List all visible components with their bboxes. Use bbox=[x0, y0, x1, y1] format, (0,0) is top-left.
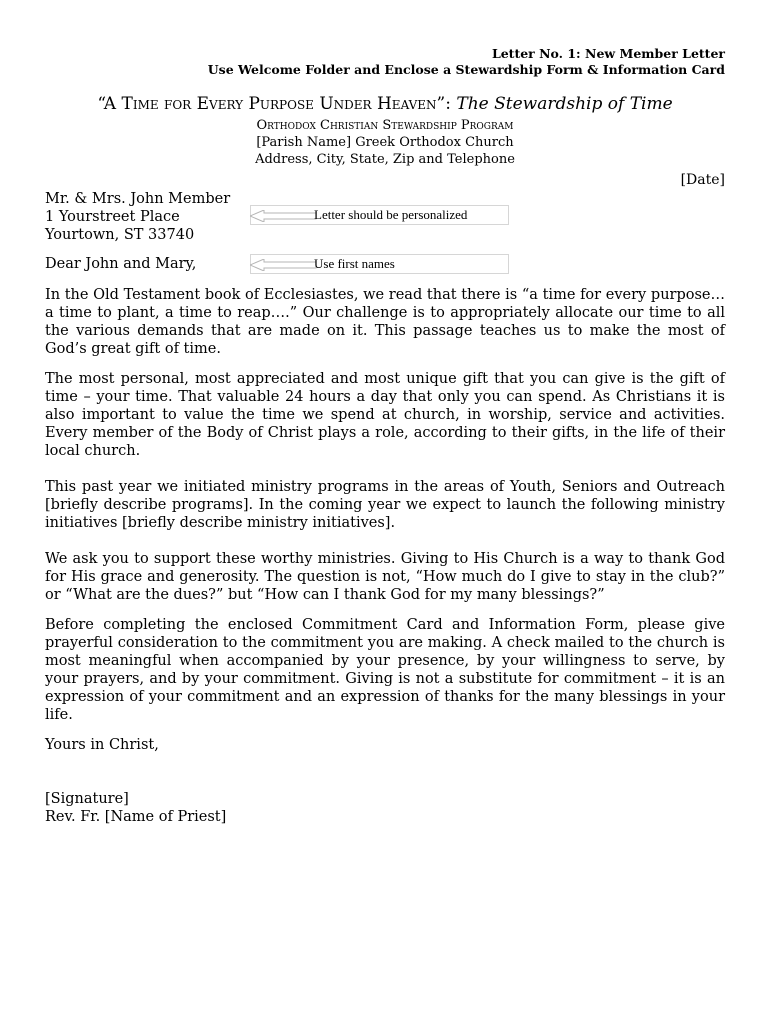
letter-title bbox=[0, 94, 770, 114]
recipient-street: 1 Yourstreet Place bbox=[45, 209, 180, 225]
recipient-address bbox=[45, 190, 230, 244]
church-contact: Address, City, State, Zip and Telephone bbox=[255, 152, 515, 167]
letter-body bbox=[45, 286, 725, 826]
left-arrow-icon bbox=[250, 259, 320, 271]
signature-placeholder: [Signature] bbox=[45, 791, 129, 807]
header-line-1: Letter No. 1: New Member Letter bbox=[491, 46, 725, 61]
callout-label: Letter should be personalized bbox=[314, 207, 468, 222]
closing: Yours in Christ, bbox=[45, 737, 159, 753]
recipient-name: Mr. & Mrs. John Member bbox=[45, 191, 231, 207]
priest-name: Rev. Fr. [Name of Priest] bbox=[45, 809, 227, 825]
title-italic: The Stewardship of Time bbox=[456, 94, 673, 114]
body-paragraph: In the Old Testament book of Ecclesiastes, we read that there is “a time for every purpose… a time to plant, a time to reap….” Our challenge is to appropriately allocate our time to all the various demands that are made on it. This passage teaches us to make the most of God’s great gift of time. bbox=[45, 287, 725, 357]
title-quote: “A Time for Every Purpose Under Heaven”: bbox=[97, 94, 457, 114]
salutation: Dear John and Mary, bbox=[45, 256, 197, 272]
left-arrow-icon bbox=[250, 210, 320, 222]
recipient-city: Yourtown, ST 33740 bbox=[45, 227, 195, 243]
letter-subtitle bbox=[0, 117, 770, 168]
body-paragraph: This past year we initiated ministry programs in the areas of Youth, Seniors and Outreach [briefly describe programs]. In the coming year we expect to launch the following ministry initiatives [briefly describe ministry initiatives]. bbox=[45, 479, 725, 531]
body-paragraph: The most personal, most appreciated and most unique gift that you can give is the gift of time – your time. That valuable 24 hours a day that only you can spend. As Christians it is also important to value the time we spend at church, in worship, service and activities. Every member of the Body of Christ plays a role, according to their gifts, in the life of their local church. bbox=[45, 371, 725, 459]
church-name: [Parish Name] Greek Orthodox Church bbox=[256, 135, 514, 150]
program-name: Orthodox Christian Stewardship Program bbox=[256, 118, 514, 133]
callout-label: Use first names bbox=[314, 256, 395, 271]
body-paragraph: Before completing the enclosed Commitment Card and Information Form, please give prayerful consideration to the commitment you are making. A check mailed to the church is most meaningful when accompanied by your presence, by your willingness to serve, by your prayers, and by your commitment. Giving is not a substitute for commitment – it is an expression of your commitment and an expression of thanks for the many blessings in your life. bbox=[45, 617, 725, 723]
header-line-2: Use Welcome Folder and Enclose a Stewardship Form & Information Card bbox=[207, 62, 725, 77]
letter-date: [Date] bbox=[680, 172, 725, 188]
body-paragraph: We ask you to support these worthy ministries. Giving to His Church is a way to thank God for His grace and generosity. The question is not, “How much do I give to stay in the club?” or “What are the dues?” but “How can I thank God for my many blessings?” bbox=[45, 551, 725, 603]
letter-header bbox=[208, 46, 725, 78]
signature-block bbox=[45, 790, 725, 826]
